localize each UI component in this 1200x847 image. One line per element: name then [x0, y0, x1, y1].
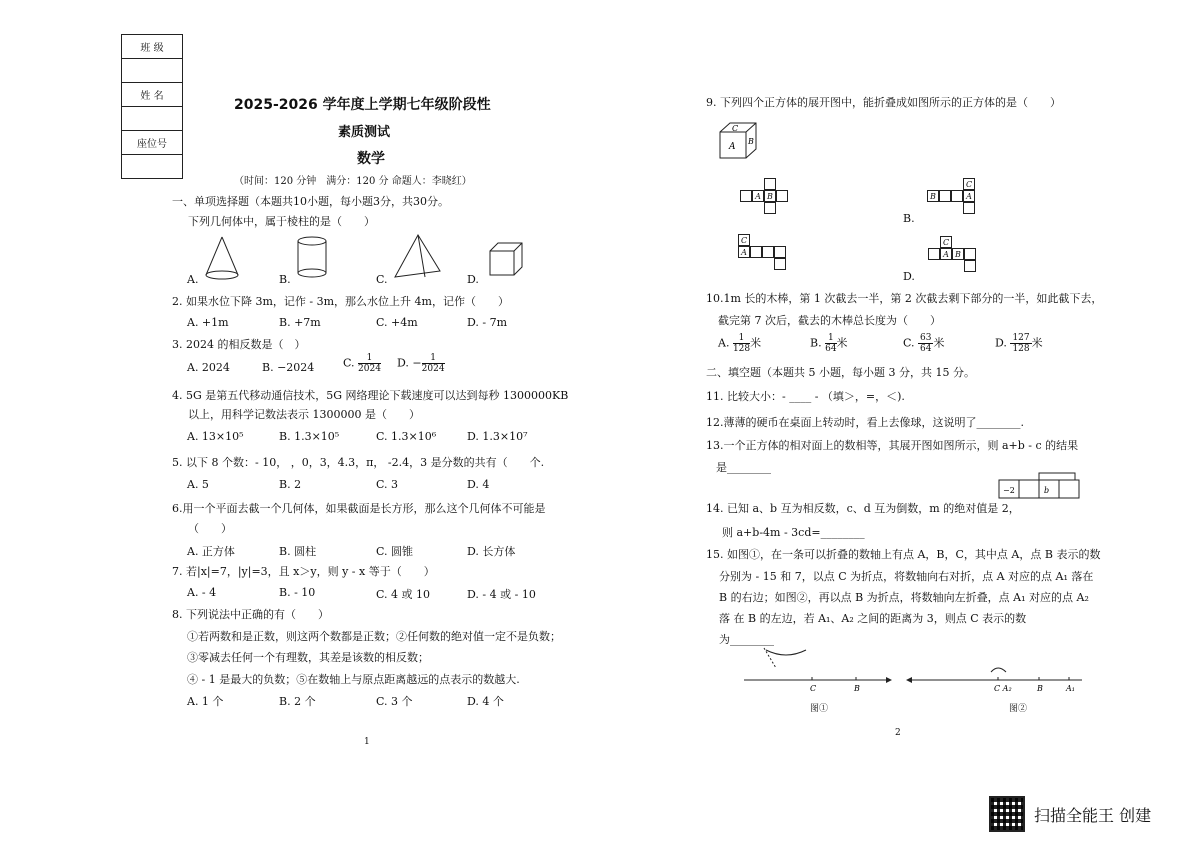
- q5-option-c[interactable]: C. 3: [376, 478, 399, 491]
- q8-line3: ④ - 1 是最大的负数；⑤在数轴上与原点距离越远的点表示的数越大.: [187, 673, 520, 686]
- q6-stem-line2: （ ）: [188, 522, 232, 535]
- q15-number-line-figures: [736, 640, 1086, 712]
- q1-option-a[interactable]: A.: [187, 273, 199, 286]
- q7-stem: 7. 若|x|=7，|y|=3，且 x＞y，则 y - x 等于（ ）: [172, 565, 435, 578]
- svg-text:B: B: [854, 684, 860, 693]
- exam-meta: （时间：120 分钟 满分：120 分 命题人：李晓红）: [234, 176, 472, 187]
- q3-option-d[interactable]: D. − $\frac{1}{2024}$: [397, 353, 445, 374]
- svg-text:b: b: [1044, 486, 1050, 495]
- q8-line1: ①若两数和是正数，则这两个数都是正数；②任何数的绝对值一定不是负数；: [187, 630, 561, 643]
- section2-heading: 二、填空题（本题共 5 小题，每小题 3 分，共 15 分。: [706, 366, 975, 379]
- q1-option-d[interactable]: D.: [467, 273, 479, 286]
- q14-line1: 14. 已知 a、b 互为相反数，c、d 互为倒数，m 的绝对值是 2，: [706, 502, 1020, 515]
- seat-field[interactable]: [122, 155, 183, 179]
- name-label: 姓 名: [122, 83, 183, 107]
- q8-option-a[interactable]: A. 1 个: [187, 695, 224, 708]
- q8-line2: ③零减去任何一个有理数，其差是该数的相反数；: [187, 651, 429, 664]
- q10-stem-line2: 截完第 7 次后，截去的木棒总长度为（ ）: [718, 314, 941, 327]
- exam-title: 2025-2026 学年度上学期七年级阶段性: [234, 97, 491, 113]
- q13-line2: 是________: [716, 461, 771, 474]
- pyramid-icon: [395, 235, 440, 277]
- cylinder-icon: [298, 237, 326, 277]
- q3-option-a[interactable]: A. 2024: [187, 361, 230, 374]
- q8-option-d[interactable]: D. 4 个: [467, 695, 504, 708]
- q1-option-c[interactable]: C.: [376, 273, 388, 286]
- q6-option-d[interactable]: D. 长方体: [467, 545, 516, 558]
- q10-option-c[interactable]: C. $\frac{63}{64}$ 米: [903, 333, 945, 354]
- q3-option-b[interactable]: B. −2024: [262, 361, 315, 374]
- q15-line1: 15. 如图①，在一条可以折叠的数轴上有点 A，B，C，其中点 A，点 B 表示的数: [706, 548, 1101, 561]
- q2-option-d[interactable]: D. - 7m: [467, 316, 508, 329]
- svg-text:A₁: A₁: [1066, 684, 1075, 693]
- cone-icon: [206, 237, 238, 279]
- q6-option-b[interactable]: B. 圆柱: [279, 545, 317, 558]
- q3-option-c[interactable]: C. $\frac{1}{2024}$: [343, 353, 381, 374]
- svg-text:B: B: [1037, 684, 1043, 693]
- scanner-watermark: 扫描全能王 创建: [1034, 806, 1152, 825]
- q2-stem: 2. 如果水位下降 3m，记作 - 3m，那么水位上升 4m，记作（ ）: [172, 295, 509, 308]
- page-number-1: 1: [364, 737, 370, 747]
- q10-option-d[interactable]: D. $\frac{127}{128}$ 米: [995, 333, 1043, 354]
- q7-option-b[interactable]: B. - 10: [279, 586, 316, 599]
- svg-text:C: C: [732, 124, 739, 133]
- q9-cube-figure: [718, 120, 762, 162]
- q6-stem-line1: 6.用一个平面去截一个几何体，如果截面是长方形，那么这个几何体不可能是: [172, 502, 546, 515]
- seat-label: 座位号: [122, 131, 183, 155]
- subject-title: 数学: [357, 151, 385, 167]
- q15-line3: B 的右边；如图②，再以点 B 为折点，将数轴向左折叠，点 A₁ 对应的点 A₂: [719, 591, 1089, 604]
- q2-option-a[interactable]: A. +1m: [187, 316, 229, 329]
- q14-line2: 则 a+b-4m - 3cd=________: [722, 526, 865, 539]
- figure2-label: 图②: [1009, 704, 1028, 714]
- q5-stem: 5. 以下 8 个数：- 10， ，0，3，4.3，π， -2.4，3 是分数的共有（ 个.: [172, 456, 545, 469]
- q13-line1: 13.一个正方体的相对面上的数相等，其展开图如图所示，则 a+b - c 的结果: [706, 439, 1079, 452]
- q10-stem-line1: 10.1m 长的木棒，第 1 次截去一半，第 2 次截去剩下部分的一半，如此截下去，: [706, 292, 1103, 305]
- q4-option-a[interactable]: A. 13×10⁵: [187, 430, 244, 443]
- q9-option-d-label[interactable]: D.: [903, 270, 915, 283]
- q4-option-b[interactable]: B. 1.3×10⁵: [279, 430, 340, 443]
- q4-option-d[interactable]: D. 1.3×10⁷: [467, 430, 528, 443]
- q8-option-c[interactable]: C. 3 个: [376, 695, 413, 708]
- q15-line2: 分别为 - 15 和 7，以点 C 为折点，将数轴向右对折，点 A 对应的点 A₁ 落在: [719, 570, 1094, 583]
- class-label: 班 级: [122, 35, 183, 59]
- q3-stem: 3. 2024 的相反数是（ ）: [172, 338, 306, 351]
- q7-option-c[interactable]: C. 4 或 10: [376, 588, 431, 601]
- q9-option-b-label[interactable]: B.: [903, 212, 915, 225]
- q11-stem: 11. 比较大小：- ____ - （填＞，=，＜).: [706, 390, 905, 403]
- svg-text:−2: −2: [1003, 486, 1015, 495]
- section1-heading: 一、单项选择题（本题共10小题，每小题3分，共30分。: [172, 195, 449, 208]
- q7-option-d[interactable]: D. - 4 或 - 10: [467, 588, 536, 601]
- q2-option-c[interactable]: C. +4m: [376, 316, 418, 329]
- q2-option-b[interactable]: B. +7m: [279, 316, 321, 329]
- qr-code-icon: [989, 796, 1025, 832]
- q1-stem: 下列几何体中，属于棱柱的是（ ）: [188, 215, 375, 228]
- name-field[interactable]: [122, 107, 183, 131]
- q10-option-b[interactable]: B. $\frac{1}{64}$ 米: [810, 333, 848, 354]
- q10-option-a[interactable]: A. $\frac{1}{128}$ 米: [718, 333, 762, 354]
- figure1-label: 图①: [810, 704, 829, 714]
- svg-text:B: B: [748, 137, 754, 146]
- q4-option-c[interactable]: C. 1.3×10⁶: [376, 430, 437, 443]
- q4-stem-line1: 4. 5G 是第五代移动通信技术，5G 网络理论下载速度可以达到每秒 1300000KB: [172, 389, 569, 402]
- q1-option-b[interactable]: B.: [279, 273, 291, 286]
- cube-icon: [490, 243, 522, 275]
- svg-text:C A₂: C A₂: [994, 684, 1012, 693]
- q8-stem: 8. 下列说法中正确的有（ ）: [172, 608, 329, 621]
- svg-text:C: C: [810, 684, 817, 693]
- q15-line5: 为________: [719, 633, 774, 646]
- svg-text:A: A: [729, 142, 736, 152]
- q4-stem-line2: 以上，用科学记数法表示 1300000 是（ ）: [188, 408, 420, 421]
- q5-option-b[interactable]: B. 2: [279, 478, 302, 491]
- figure2-number-line: [906, 668, 1082, 693]
- q7-option-a[interactable]: A. - 4: [187, 586, 217, 599]
- q8-option-b[interactable]: B. 2 个: [279, 695, 316, 708]
- q5-option-d[interactable]: D. 4: [467, 478, 490, 491]
- q15-line4: 落 在 B 的左边，若 A₁、A₂ 之间的距离为 3，则点 C 表示的数: [719, 612, 1027, 625]
- q6-option-c[interactable]: C. 圆锥: [376, 545, 414, 558]
- q1-solids-figure: [200, 233, 540, 281]
- figure1-number-line: [744, 648, 892, 693]
- q6-option-a[interactable]: A. 正方体: [187, 545, 235, 558]
- student-info-table: [121, 34, 183, 179]
- q9-stem: 9. 下列四个正方体的展开图中，能折叠成如图所示的正方体的是（ ）: [706, 96, 1061, 109]
- class-field[interactable]: [122, 59, 183, 83]
- q5-option-a[interactable]: A. 5: [187, 478, 209, 491]
- exam-subtitle: 素质测试: [338, 125, 391, 140]
- page-number-2: 2: [895, 728, 901, 738]
- q12-stem: 12.薄薄的硬币在桌面上转动时，看上去像球，这说明了________.: [706, 416, 1024, 429]
